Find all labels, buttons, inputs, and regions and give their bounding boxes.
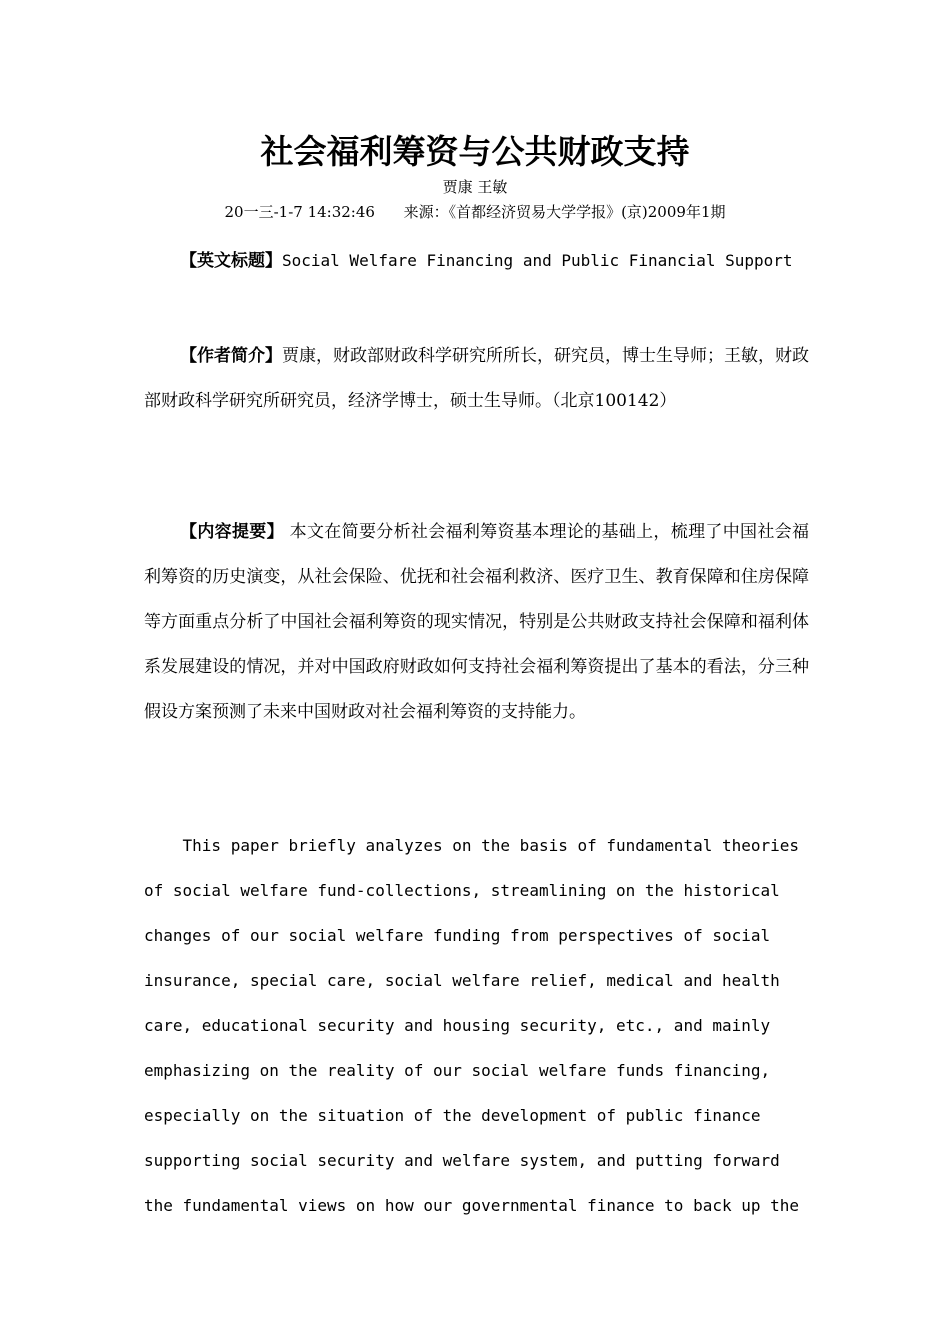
article-source: 来源：《首都经济贸易大学学报》(京)2009年1期: [403, 203, 726, 221]
abstract-en-line: insurance, special care, social welfare relief, medical and health: [144, 971, 780, 990]
abstract-cn-label: 【内容提要】: [180, 522, 284, 542]
abstract-en-paragraph: [144, 823, 809, 1228]
abstract-cn-paragraph: [144, 510, 809, 735]
article-title: 社会福利筹资与公共财政支持: [260, 132, 690, 171]
english-title-label: 【英文标题】: [180, 251, 282, 271]
english-title-text: Social Welfare Financing and Public Financial Support: [282, 251, 793, 270]
article-meta: [0, 201, 950, 223]
article-authors: 贾康 王敏: [442, 178, 508, 196]
abstract-en-line: emphasizing on the reality of our social welfare funds financing,: [144, 1061, 771, 1080]
abstract-cn-text: 本文在简要分析社会福利筹资基本理论的基础上，梳理了中国社会福利筹资的历史演变，从社会保险、优抚和社会福利救济、医疗卫生、教育保障和住房保障等方面重点分析了中国社会福利筹资的现实情况，特别是公共财政支持社会保障和福利体系发展建设的情况，并对中国政府财政如何支持社会福利筹资提出了基本的看法，分三种假设方案预测了未来中国财政对社会福利筹资的支持能力。: [144, 522, 810, 722]
english-title-paragraph: [144, 247, 845, 275]
abstract-en-line: of social welfare fund-collections, streamlining on the historical: [144, 881, 780, 900]
abstract-en-line: care, educational security and housing security, etc., and mainly: [144, 1016, 771, 1035]
article-datetime: 20一三-1-7 14:32:46: [224, 203, 375, 221]
abstract-en-line: supporting social security and welfare system, and putting forward: [144, 1151, 780, 1170]
author-bio-label: 【作者简介】: [180, 346, 282, 366]
abstract-en-line: the fundamental views on how our governmental finance to back up the: [144, 1196, 800, 1215]
author-bio-text: 贾康，财政部财政科学研究所所长，研究员，博士生导师；王敏，财政部财政科学研究所研究员，经济学博士，硕士生导师。（北京100142）: [144, 346, 809, 411]
abstract-en-line: This paper briefly analyzes on the basis of fundamental theories: [144, 836, 800, 855]
abstract-en-line: changes of our social welfare funding from perspectives of social: [144, 926, 771, 945]
abstract-en-line: especially on the situation of the development of public finance: [144, 1106, 761, 1125]
author-bio-paragraph: [144, 334, 809, 424]
